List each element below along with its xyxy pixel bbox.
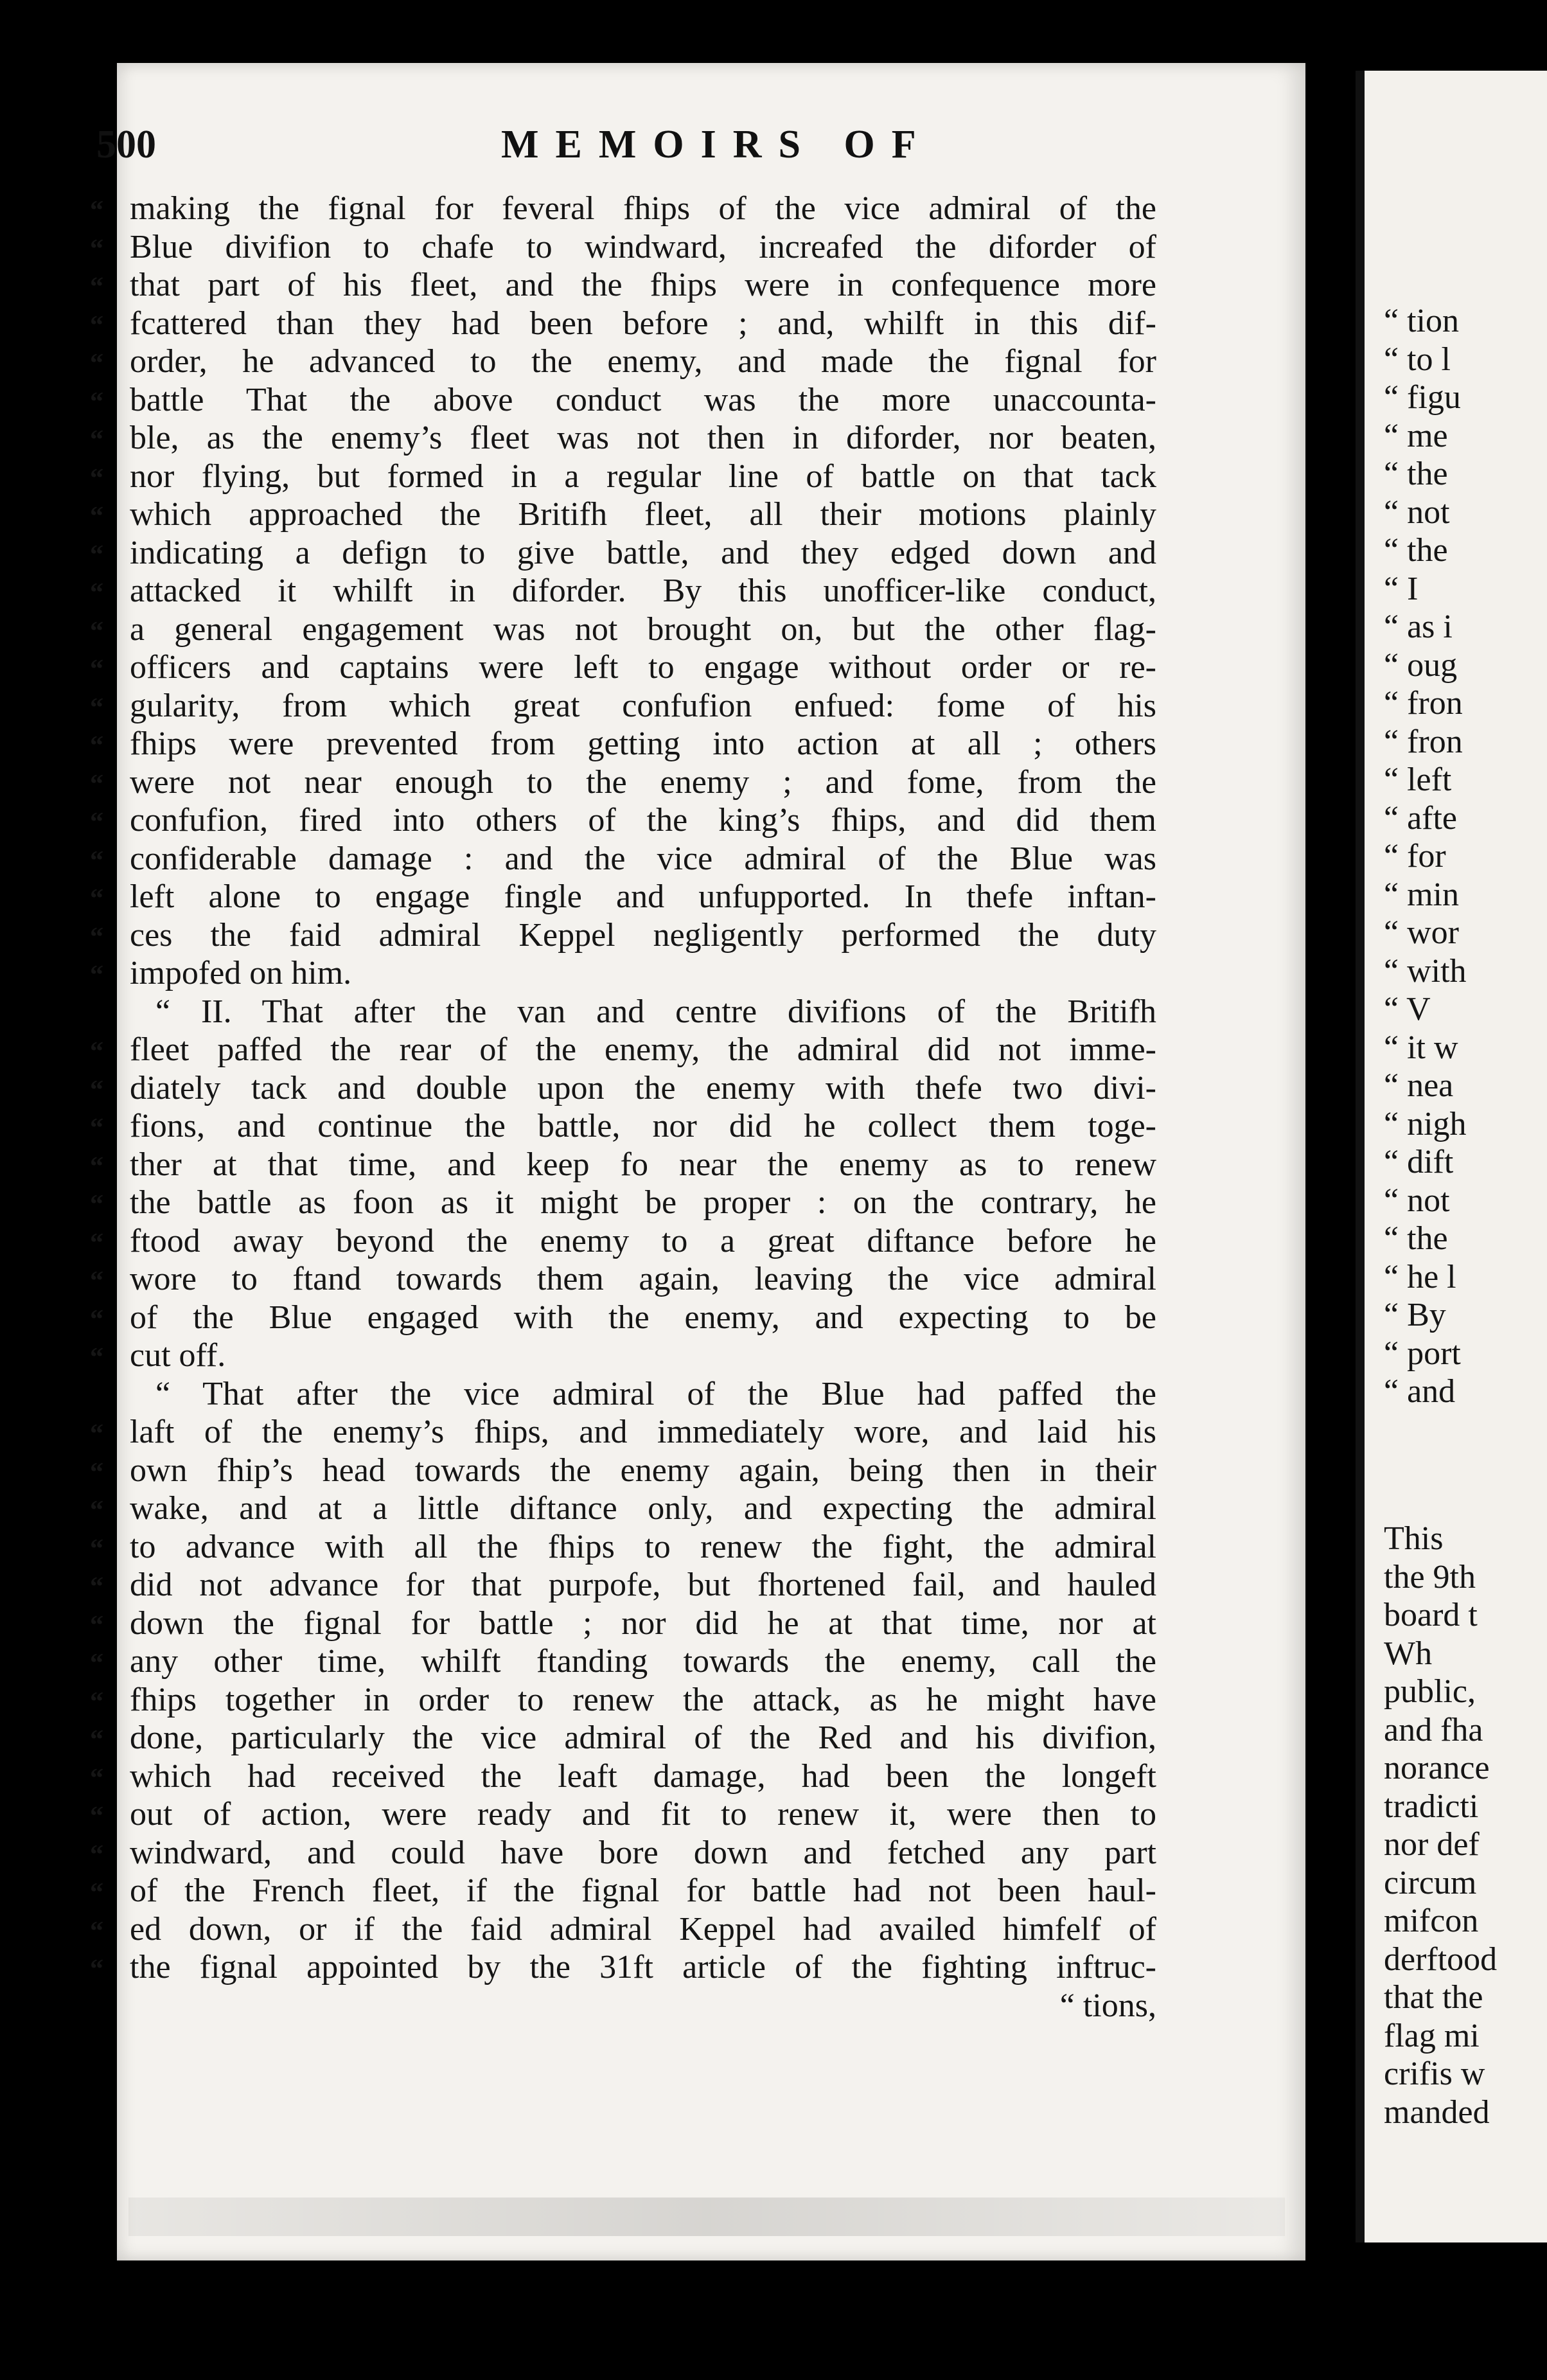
- line-text: ces the faid admiral Keppel negligently performed the duty: [130, 916, 1156, 954]
- text-line: [90, 1719, 1156, 1757]
- quote-mark: “: [90, 1610, 103, 1640]
- right-page-line: “ V: [1384, 991, 1431, 1027]
- text-line: [90, 534, 1156, 573]
- line-text: which had received the leaft damage, had been the longeft: [130, 1757, 1156, 1795]
- right-page-line: and fha: [1384, 1711, 1483, 1748]
- quote-mark: “: [90, 1916, 103, 1946]
- quote-mark: “: [90, 922, 103, 952]
- quote-mark: “: [90, 884, 103, 914]
- right-page-line: “ the: [1384, 532, 1448, 569]
- text-line: [90, 1642, 1156, 1681]
- right-page-line: that the: [1384, 1979, 1483, 2016]
- line-text: wake, and at a little diftance only, and expecting the admiral: [130, 1490, 1156, 1527]
- right-page-line: “ me: [1384, 417, 1448, 454]
- line-text: were not near enough to the enemy ; and fome, from the: [130, 763, 1156, 801]
- text-line: [90, 572, 1156, 610]
- quote-mark: “: [90, 731, 103, 761]
- text-line: [90, 993, 1156, 1031]
- line-text: “ II. That after the van and centre divifions of the Britifh: [155, 993, 1156, 1030]
- right-page-line: crifis w: [1384, 2056, 1485, 2092]
- line-text: fhips were prevented from getting into action at all ; others: [130, 725, 1156, 762]
- text-line: [90, 1184, 1156, 1222]
- line-text: ftood away beyond the enemy to a great diftance before he: [130, 1222, 1156, 1259]
- line-text: own fhip’s head towards the enemy again, being then in their: [130, 1452, 1156, 1489]
- right-page-line: “ tion: [1384, 303, 1459, 339]
- line-text: indicating a defign to give battle, and they edged down and: [130, 534, 1156, 571]
- page-number: 500: [96, 123, 156, 166]
- text-line: [90, 840, 1156, 878]
- page-header: [96, 122, 1124, 173]
- line-text: a general engagement was not brought on, but the other flag-: [130, 610, 1156, 648]
- line-text: which approached the Britifh fleet, all their motions plainly: [130, 496, 1156, 533]
- line-text: ed down, or if the faid admiral Keppel had availed himfelf of: [130, 1910, 1156, 1948]
- line-text: Blue divifion to chafe to windward, increafed the diforder of: [130, 228, 1156, 265]
- line-text: that part of his fleet, and the fhips were in confequence more: [130, 267, 1156, 303]
- line-text: attacked it whilft in diforder. By this unofficer-like conduct,: [130, 573, 1156, 609]
- quote-mark: “: [90, 310, 103, 341]
- text-line: [90, 687, 1156, 725]
- quote-mark: “: [90, 540, 103, 570]
- line-text: fhips together in order to renew the attack, as he might have: [130, 1681, 1156, 1718]
- text-line: [90, 1146, 1156, 1184]
- right-page-line: the 9th: [1384, 1558, 1476, 1595]
- line-text: of the French fleet, if the fignal for battle had not been haul-: [130, 1872, 1156, 1909]
- text-line: [90, 1566, 1156, 1604]
- line-text: the fignal appointed by the 31ft article of the fighting inftruc-: [130, 1949, 1156, 1985]
- text-line: [90, 495, 1156, 534]
- right-page-line: “ for: [1384, 838, 1446, 875]
- text-line: [90, 266, 1156, 305]
- line-text: laft of the enemy’s fhips, and immediately wore, and laid his: [130, 1414, 1156, 1450]
- text-line: [90, 763, 1156, 802]
- quote-mark: “: [90, 1496, 103, 1525]
- text-line: [90, 1948, 1156, 1987]
- quote-mark: “: [90, 272, 103, 302]
- text-line: [90, 1604, 1156, 1643]
- quote-mark: “: [90, 1343, 103, 1372]
- line-text: did not advance for that purpofe, but fhortened fail, and hauled: [130, 1567, 1156, 1603]
- text-line: [90, 1069, 1156, 1108]
- line-text: “ That after the vice admiral of the Blue had paffed the: [155, 1375, 1156, 1412]
- text-line: [90, 610, 1156, 649]
- right-page-line: “ oug: [1384, 646, 1458, 684]
- quote-mark: “: [90, 1840, 103, 1870]
- text-line: [90, 1910, 1156, 1949]
- quote-mark: “: [90, 1572, 103, 1602]
- right-page-line: “ the: [1384, 456, 1448, 492]
- quote-mark: “: [90, 846, 103, 876]
- right-page-line: board t: [1384, 1597, 1478, 1633]
- line-text: fcattered than they had been before ; and, whilft in this dif-: [130, 305, 1156, 342]
- body-text: [90, 190, 1156, 2025]
- quote-mark: “: [90, 1228, 103, 1258]
- quote-mark: “: [90, 578, 103, 608]
- quote-mark: “: [90, 616, 103, 646]
- quote-mark: “: [90, 425, 103, 455]
- line-text: ble, as the enemy’s fleet was not then in diforder, nor beaten,: [130, 420, 1156, 456]
- right-page-line: mifcon: [1384, 1903, 1479, 1939]
- quote-mark: “: [90, 1457, 103, 1487]
- quote-mark: “: [90, 1878, 103, 1908]
- text-line: [90, 1375, 1156, 1414]
- quote-mark: “: [90, 1190, 103, 1220]
- right-page-line: Wh: [1384, 1635, 1433, 1672]
- text-line: [90, 1528, 1156, 1567]
- right-page-line: “ port: [1384, 1335, 1461, 1372]
- quote-mark: “: [90, 1419, 103, 1449]
- line-text: down the fignal for battle ; nor did he at that time, nor at: [130, 1604, 1156, 1642]
- text-line: [90, 1413, 1156, 1452]
- text-line: [90, 457, 1156, 496]
- quote-mark: “: [90, 1037, 103, 1067]
- quote-mark: “: [90, 1687, 103, 1717]
- quote-mark: “: [90, 1763, 103, 1793]
- right-page-line: flag mi: [1384, 2017, 1480, 2054]
- quote-mark: “: [90, 769, 103, 799]
- quote-mark: “: [90, 234, 103, 264]
- right-page-line: circum: [1384, 1864, 1477, 1901]
- right-page-line: “ fron: [1384, 723, 1463, 760]
- quote-mark: “: [90, 1955, 103, 1984]
- text-line: [90, 878, 1156, 916]
- quote-mark: “: [90, 1649, 103, 1678]
- text-line: [90, 1795, 1156, 1834]
- text-line: [90, 228, 1156, 267]
- text-line: [90, 954, 1156, 993]
- right-page-line: “ I: [1384, 570, 1419, 607]
- text-line: [90, 1222, 1156, 1261]
- text-line: [90, 1107, 1156, 1146]
- right-page-line: “ to l: [1384, 341, 1451, 378]
- right-page-line: public,: [1384, 1673, 1476, 1710]
- text-line: [90, 916, 1156, 955]
- quote-mark: “: [90, 961, 103, 990]
- line-text: battle That the above conduct was the more unaccounta-: [130, 381, 1156, 418]
- text-line: [90, 419, 1156, 457]
- line-text: any other time, whilft ftanding towards the enemy, call the: [130, 1643, 1156, 1680]
- quote-mark: “: [90, 1266, 103, 1296]
- right-page-line: “ nea: [1384, 1067, 1454, 1104]
- right-page-line: “ not: [1384, 493, 1450, 531]
- quote-mark: “: [90, 196, 103, 226]
- right-page-line: tradicti: [1384, 1788, 1479, 1825]
- text-line: [90, 1834, 1156, 1872]
- line-text: wore to ftand towards them again, leaving the vice admiral: [130, 1261, 1156, 1297]
- text-line: [90, 1299, 1156, 1337]
- text-line: [90, 648, 1156, 687]
- right-page-line: “ and: [1384, 1373, 1456, 1410]
- text-line: [90, 342, 1156, 381]
- line-text: to advance with all the fhips to renew the fight, the admiral: [130, 1528, 1156, 1565]
- text-line: [90, 190, 1156, 228]
- quote-mark: “: [90, 1075, 103, 1105]
- line-text: ther at that time, and keep fo near the enemy as to renew: [130, 1146, 1156, 1183]
- text-line: [90, 801, 1156, 840]
- right-page-text-top: [1384, 302, 1547, 1411]
- right-page-line: “ with: [1384, 952, 1467, 990]
- line-text: confufion, fired into others of the king’s fhips, and did them: [130, 802, 1156, 839]
- text-line: [90, 1031, 1156, 1069]
- right-page-line: “ it w: [1384, 1029, 1458, 1066]
- line-text: confiderable damage : and the vice admiral of the Blue was: [130, 840, 1156, 877]
- right-page-line: “ as i: [1384, 608, 1453, 645]
- line-text: of the Blue engaged with the enemy, and expecting to be: [130, 1299, 1156, 1336]
- right-page-line: “ he l: [1384, 1258, 1456, 1295]
- quote-mark: “: [90, 1725, 103, 1755]
- quote-mark: “: [90, 387, 103, 417]
- quote-mark: “: [90, 693, 103, 723]
- line-text: out of action, were ready and fit to renew it, were then to: [130, 1796, 1156, 1833]
- catchword: “ tions,: [1059, 1987, 1156, 2024]
- catchword-line: [90, 1987, 1156, 2025]
- text-line: [90, 381, 1156, 420]
- right-page-line: “ fron: [1384, 685, 1463, 722]
- right-page-line: “ not: [1384, 1182, 1450, 1219]
- line-text: nor flying, but formed in a regular line of battle on that tack: [130, 457, 1156, 495]
- right-page: [1356, 71, 1547, 2242]
- right-page-line: “ min: [1384, 876, 1459, 913]
- quote-mark: “: [90, 502, 103, 531]
- page-edge-shadow: [128, 2198, 1285, 2236]
- quote-mark: “: [90, 1534, 103, 1564]
- right-page-line: “ afte: [1384, 799, 1458, 837]
- text-line: [90, 1681, 1156, 1719]
- right-page-line: “ figu: [1384, 379, 1461, 416]
- line-text: windward, and could have bore down and fetched any part: [130, 1834, 1156, 1871]
- right-page-text-bottom: [1384, 1520, 1547, 2131]
- quote-mark: “: [90, 1304, 103, 1335]
- line-text: impofed on him.: [130, 955, 352, 991]
- right-page-line: “ nigh: [1384, 1105, 1467, 1142]
- quote-mark: “: [90, 1114, 103, 1143]
- line-text: left alone to engage fingle and unfupported. In thefe inftan-: [130, 878, 1156, 915]
- text-line: [90, 1452, 1156, 1490]
- right-page-line: norance: [1384, 1750, 1490, 1786]
- quote-mark: “: [90, 655, 103, 684]
- line-text: gularity, from which great confufion enfued: fome of his: [130, 687, 1156, 724]
- quote-mark: “: [90, 463, 103, 493]
- line-text: the battle as foon as it might be proper : on the contrary, he: [130, 1184, 1156, 1221]
- right-page-line: “ By: [1384, 1297, 1446, 1333]
- right-page-line: “ left: [1384, 761, 1452, 798]
- quote-mark: “: [90, 349, 103, 378]
- quote-mark: “: [90, 1151, 103, 1182]
- right-page-line: derftood: [1384, 1940, 1498, 1978]
- line-text: order, he advanced to the enemy, and made the fignal for: [130, 343, 1156, 380]
- text-line: [90, 1872, 1156, 1910]
- text-line: [90, 1260, 1156, 1299]
- right-page-line: “ the: [1384, 1220, 1448, 1257]
- line-text: officers and captains were left to engage without order or re-: [130, 649, 1156, 686]
- right-page-line: This: [1384, 1520, 1444, 1557]
- line-text: done, particularly the vice admiral of the Red and his divifion,: [130, 1719, 1156, 1756]
- line-text: diately tack and double upon the enemy with thefe two divi-: [130, 1069, 1156, 1106]
- right-page-line: “ dift: [1384, 1144, 1454, 1180]
- right-page-line: manded: [1384, 2093, 1490, 2131]
- line-text: cut off.: [130, 1337, 226, 1374]
- text-line: [90, 1489, 1156, 1528]
- text-line: [90, 1337, 1156, 1375]
- line-text: fions, and continue the battle, nor did he collect them toge-: [130, 1108, 1156, 1144]
- text-line: [90, 725, 1156, 763]
- running-head: MEMOIRS OF: [501, 123, 933, 166]
- quote-mark: “: [90, 1802, 103, 1831]
- line-text: fleet paffed the rear of the enemy, the admiral did not imme-: [130, 1031, 1156, 1068]
- line-text: making the fignal for feveral fhips of the vice admiral of the: [130, 190, 1156, 227]
- text-line: [90, 305, 1156, 343]
- quote-mark: “: [90, 808, 103, 837]
- right-page-line: “ wor: [1384, 914, 1459, 951]
- text-line: [90, 1757, 1156, 1796]
- right-page-line: nor def: [1384, 1826, 1480, 1863]
